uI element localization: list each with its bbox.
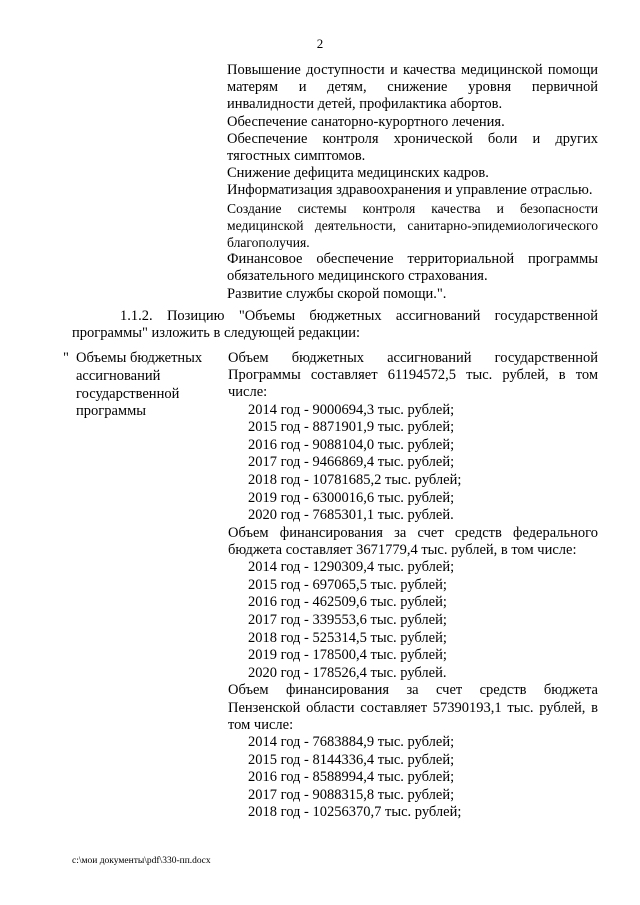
federal-year-row: 2016 год - 462509,6 тыс. рублей; [248, 594, 447, 611]
total-year-row: 2015 год - 8871901,9 тыс. рублей; [248, 419, 455, 436]
footer-file-path: c:\мои документы\pdf\330-пп.docx [72, 856, 211, 866]
total-year-row: 2017 год - 9466869,4 тыс. рублей; [248, 454, 455, 471]
budget-label: Объемы бюджетных ассигнований государственной программы [76, 350, 203, 420]
task-item: Развитие службы скорой помощи.". [227, 285, 447, 302]
federal-year-row: 2017 год - 339553,6 тыс. рублей; [248, 611, 447, 628]
total-year-row: 2016 год - 9088104,0 тыс. рублей; [248, 436, 455, 453]
total-intro: Объем бюджетных ассигнований государственной Программы составляет 61194572,5 тыс. рублей, в том числе: [228, 350, 598, 401]
federal-year-row: 2015 год - 697065,5 тыс. рублей; [248, 576, 447, 593]
paragraph-1-1-2: 1.1.2. Позицию "Объемы бюджетных ассигнований государственной программы" изложить в следующей редакции: [72, 308, 598, 342]
total-year-row: 2019 год - 6300016,6 тыс. рублей; [248, 489, 455, 506]
regional-intro: Объем финансирования за счет средств бюджета Пензенской области составляет 57390193,1 тыс. рублей, в том числе: [228, 682, 598, 733]
task-item: Информатизация здравоохранения и управление отраслью. [227, 182, 593, 199]
total-year-row: 2014 год - 9000694,3 тыс. рублей; [248, 401, 455, 418]
federal-intro: Объем финансирования за счет средств федерального бюджета составляет 3671779,4 тыс. рублей, в том числе: [228, 524, 598, 558]
total-year-row: 2018 год - 10781685,2 тыс. рублей; [248, 471, 462, 488]
open-quote: " [63, 350, 69, 366]
program-tasks-list [227, 62, 598, 303]
total-year-row: 2020 год - 7685301,1 тыс. рублей. [248, 507, 454, 524]
regional-year-row: 2014 год - 7683884,9 тыс. рублей; [248, 733, 455, 750]
task-item: Финансовое обеспечение территориальной программы обязательного медицинского страхования. [227, 251, 598, 285]
task-item: Создание системы контроля качества и безопасности медицинской деятельности, санитарно-эпидемиологического благополучия. [227, 200, 598, 251]
page-number: 2 [316, 36, 324, 51]
regional-year-row: 2018 год - 10256370,7 тыс. рублей; [248, 804, 462, 821]
regional-year-row: 2017 год - 9088315,8 тыс. рублей; [248, 786, 455, 803]
task-item: Обеспечение санаторно-курортного лечения. [227, 113, 505, 130]
task-item: Обеспечение контроля хронической боли и других тягостных симптомов. [227, 130, 598, 165]
budget-details [228, 350, 598, 822]
task-item: Повышение доступности и качества медицинской помощи матерям и детям, снижение уровня первичной инвалидности детей, профилактика абортов. [227, 62, 598, 113]
federal-year-row: 2018 год - 525314,5 тыс. рублей; [248, 629, 447, 646]
regional-year-row: 2015 год - 8144336,4 тыс. рублей; [248, 751, 455, 768]
federal-year-row: 2014 год - 1290309,4 тыс. рублей; [248, 559, 455, 576]
federal-year-row: 2019 год - 178500,4 тыс. рублей; [248, 647, 447, 664]
federal-year-row: 2020 год - 178526,4 тыс. рублей. [248, 664, 447, 681]
task-item: Снижение дефицита медицинских кадров. [227, 165, 489, 182]
regional-year-row: 2016 год - 8588994,4 тыс. рублей; [248, 769, 455, 786]
